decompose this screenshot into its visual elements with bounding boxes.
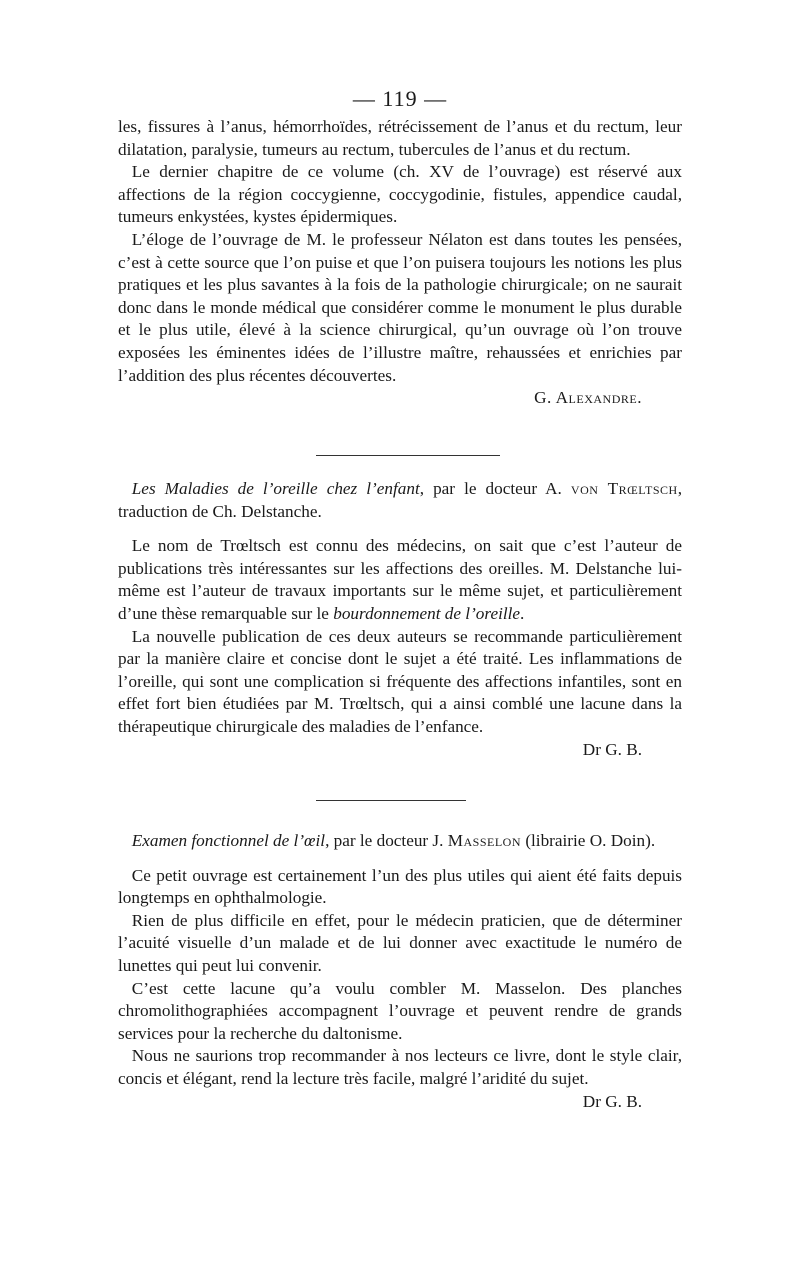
section-divider bbox=[316, 455, 500, 456]
book-title: Examen fonctionnel de l’œil bbox=[131, 831, 326, 850]
paragraph: Ce petit ouvrage est certainement l’un des plus utiles qui aient été faits depuis longtemps en ophthalmologie. bbox=[118, 865, 682, 908]
paragraph: Nous ne saurions trop recommander à nos lecteurs ce livre, dont le style clair, concis et élégant, rend la lecture très facile, malgré l’aridité du sujet. bbox=[118, 1046, 682, 1088]
paragraph: les, fissures à l’anus, hémorrhoïdes, rétrécissement de l’anus et du rectum, leur dilatation, paralysie, tumeurs au rectum, tubercules de l’anus et du rectum. bbox=[118, 117, 682, 159]
review-title: Les Maladies de l’oreille chez l’enfant, par le docteur A. von Trœltsch, traduction de Ch. Delstanche. bbox=[118, 479, 683, 521]
paragraph: Rien de plus difficile en effet, pour le médecin praticien, que de déterminer l’acuité visuelle d’un malade et de lui donner avec exactitude le numéro de lunettes qui peut lui convenir. bbox=[118, 910, 682, 975]
signature: Dr G. B. bbox=[582, 739, 642, 759]
author-name: Masselon bbox=[447, 831, 522, 850]
signature: Dr G. B. bbox=[582, 1091, 642, 1111]
paragraph: L’éloge de l’ouvrage de M. le professeur Nélaton est dans toutes les pensées, c’est à cette source que l’on puise et que l’on puisera toujours les notions les plus pratiques et les plus savantes à la fois de la pathologie chirurgicale; on ne saurait donc dans le monde médical que considérer comme le monument le plus durable et le plus utile, élevé à la science chirurgical, qu’un ouvrage où l’on trouve exposées les éminentes idées de l’illustre maître, rehaussées et enrichies par l’addition des plus récentes découvertes. bbox=[118, 229, 682, 385]
review-masselon bbox=[118, 830, 682, 1113]
review-troeltsch bbox=[118, 478, 682, 761]
section-divider bbox=[316, 800, 466, 801]
paragraph: La nouvelle publication de ces deux auteurs se recommande particulièrement par la manière claire et concise dont le sujet a été traité. Les inflammations de l’oreille, qui sont une complication si fréquente des affections infantiles, sont en effet fort bien étudiées par M. Trœltsch, qui a ainsi comblé une lacune dans la thérapeutique chirurgicale des maladies de l’enfance. bbox=[118, 626, 682, 736]
book-title: Les Maladies de l’oreille chez l’enfant bbox=[131, 479, 420, 498]
author-name: von Trœltsch bbox=[570, 479, 678, 498]
review-title: Examen fonctionnel de l’œil, par le docteur J. Masselon (librairie O. Doin). bbox=[131, 831, 656, 850]
paragraph: C’est cette lacune qu’a voulu combler M. Masselon. Des planches chromolithographiées accompagnent l’ouvrage et peuvent rendre de grands services pour la recherche du daltonisme. bbox=[118, 978, 682, 1043]
paragraph: Le dernier chapitre de ce volume (ch. XV de l’ouvrage) est réservé aux affections de la région coccygienne, coccygodinie, fistules, appendice caudal, tumeurs enkystées, kystes épidermiques. bbox=[118, 162, 682, 227]
paragraph: Le nom de Trœltsch est connu des médecins, on sait que c’est l’auteur de publications très intéressantes sur les affections des oreilles. M. Delstanche lui-même est l’auteur de travaux importants sur le même sujet, et particulièrement d’une thèse remarquable sur le bourdonnement de l’oreille. bbox=[118, 536, 682, 623]
signature: G. Alexandre. bbox=[534, 388, 642, 408]
page-number: — 119 — bbox=[352, 86, 448, 111]
review-nelaton bbox=[118, 116, 682, 410]
